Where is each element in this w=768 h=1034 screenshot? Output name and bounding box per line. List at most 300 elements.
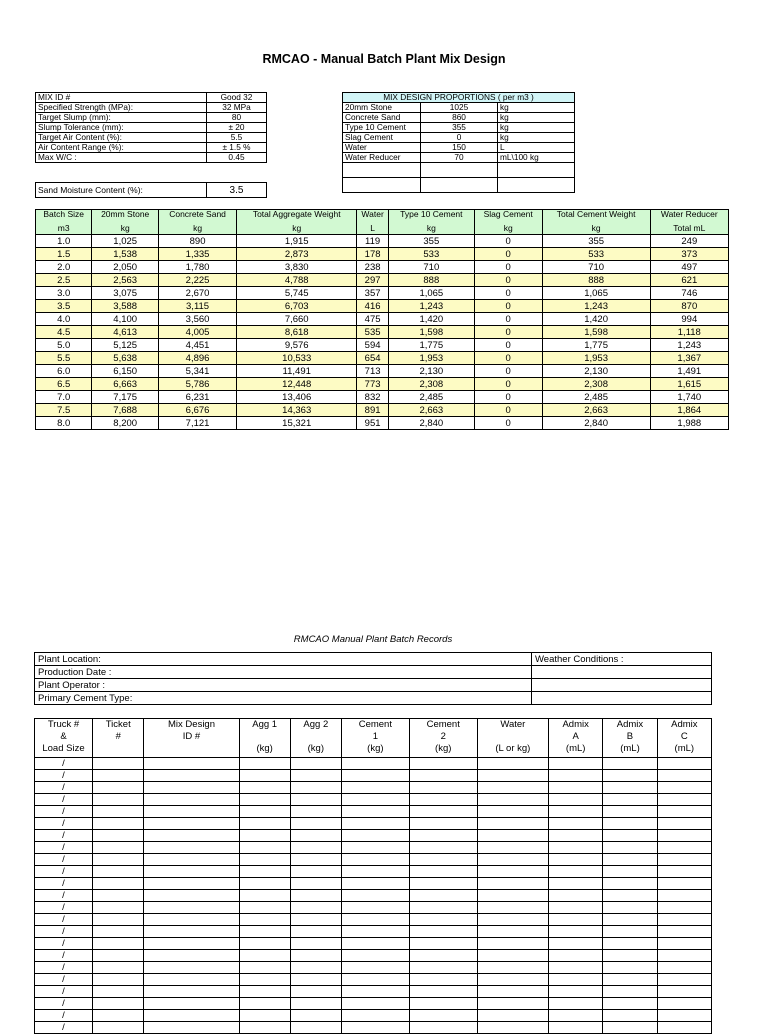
record-cell[interactable] [603,818,657,830]
record-cell[interactable] [239,998,290,1010]
record-cell[interactable] [657,818,711,830]
weather-blank-cell[interactable] [532,692,712,705]
record-cell[interactable] [477,854,548,866]
record-cell[interactable] [93,806,144,818]
record-cell[interactable] [657,902,711,914]
record-cell[interactable] [290,938,341,950]
record-cell[interactable] [239,950,290,962]
record-cell[interactable] [657,1010,711,1022]
record-cell[interactable] [409,782,477,794]
record-cell[interactable] [144,986,239,998]
record-cell[interactable] [144,890,239,902]
record-cell[interactable] [290,974,341,986]
record-cell[interactable] [477,986,548,998]
record-cell[interactable] [144,758,239,770]
record-cell[interactable] [290,962,341,974]
batch-cell: 238 [357,261,389,274]
record-cell[interactable] [409,890,477,902]
record-cell[interactable] [409,866,477,878]
record-cell[interactable] [409,998,477,1010]
record-cell[interactable] [290,842,341,854]
record-cell[interactable] [93,794,144,806]
truck-load-cell[interactable]: / [35,974,93,986]
plant-info-field[interactable]: Primary Cement Type: [35,692,532,705]
batch-cell: 888 [388,274,474,287]
record-cell[interactable] [603,902,657,914]
record-cell[interactable] [93,974,144,986]
truck-load-cell[interactable]: / [35,770,93,782]
batch-column-header: Slag Cement [474,210,542,223]
record-cell[interactable] [239,974,290,986]
record-cell[interactable] [239,878,290,890]
record-cell[interactable] [93,962,144,974]
plant-info-field[interactable]: Plant Location: [35,653,532,666]
record-cell[interactable] [477,806,548,818]
record-cell[interactable] [657,878,711,890]
batch-cell: 1,740 [650,391,728,404]
record-cell[interactable] [477,938,548,950]
batch-cell: 0 [474,248,542,261]
record-cell[interactable] [409,818,477,830]
record-cell[interactable] [657,938,711,950]
record-cell[interactable] [144,902,239,914]
record-cell[interactable] [341,998,409,1010]
record-cell[interactable] [341,1022,409,1034]
batch-cell: 11,491 [237,365,357,378]
record-cell[interactable] [549,974,603,986]
record-cell[interactable] [144,926,239,938]
record-cell[interactable] [290,890,341,902]
record-cell[interactable] [477,1010,548,1022]
record-cell[interactable] [603,758,657,770]
record-cell[interactable] [93,878,144,890]
record-cell[interactable] [549,782,603,794]
record-cell[interactable] [603,1010,657,1022]
record-cell[interactable] [290,818,341,830]
record-cell[interactable] [549,938,603,950]
record-cell[interactable] [93,1022,144,1034]
record-cell[interactable] [409,758,477,770]
sand-moisture-value[interactable]: 3.5 [207,183,267,198]
record-cell[interactable] [341,818,409,830]
record-cell[interactable] [657,866,711,878]
record-cell[interactable] [549,1022,603,1034]
record-cell[interactable] [549,854,603,866]
record-cell[interactable] [93,914,144,926]
record-cell[interactable] [409,962,477,974]
record-cell[interactable] [93,782,144,794]
record-cell[interactable] [239,818,290,830]
record-cell[interactable] [603,854,657,866]
record-cell[interactable] [657,806,711,818]
record-cell[interactable] [477,818,548,830]
batch-cell: 746 [650,287,728,300]
record-cell[interactable] [144,782,239,794]
record-cell[interactable] [477,974,548,986]
record-cell[interactable] [239,902,290,914]
record-cell[interactable] [144,974,239,986]
record-cell[interactable] [657,1022,711,1034]
truck-load-cell[interactable]: / [35,866,93,878]
record-cell[interactable] [657,962,711,974]
record-cell[interactable] [93,950,144,962]
record-cell[interactable] [549,818,603,830]
record-cell[interactable] [93,854,144,866]
batch-cell: 8,618 [237,326,357,339]
record-cell[interactable] [603,914,657,926]
batch-row [36,261,729,274]
record-cell[interactable] [409,938,477,950]
record-cell[interactable] [290,902,341,914]
truck-load-cell[interactable]: / [35,854,93,866]
record-cell[interactable] [657,950,711,962]
record-cell[interactable] [341,806,409,818]
truck-load-cell[interactable]: / [35,806,93,818]
record-cell[interactable] [290,830,341,842]
record-cell[interactable] [409,974,477,986]
batch-cell: 1,243 [542,300,650,313]
truck-load-cell[interactable]: / [35,926,93,938]
record-cell[interactable] [239,1022,290,1034]
record-cell[interactable] [549,878,603,890]
record-cell[interactable] [603,938,657,950]
record-cell[interactable] [409,1010,477,1022]
record-cell[interactable] [144,842,239,854]
batch-column-unit: kg [474,222,542,235]
record-cell[interactable] [409,902,477,914]
record-cell[interactable] [144,914,239,926]
record-cell[interactable] [239,782,290,794]
record-cell[interactable] [93,866,144,878]
record-row [35,854,712,866]
record-cell[interactable] [290,1022,341,1034]
record-cell[interactable] [239,938,290,950]
record-cell[interactable] [549,950,603,962]
record-cell[interactable] [239,866,290,878]
record-cell[interactable] [409,1022,477,1034]
record-cell[interactable] [409,926,477,938]
truck-load-cell[interactable]: / [35,782,93,794]
record-cell[interactable] [290,794,341,806]
record-cell[interactable] [549,998,603,1010]
record-cell[interactable] [549,758,603,770]
record-cell[interactable] [341,770,409,782]
record-cell[interactable] [341,1010,409,1022]
record-cell[interactable] [144,938,239,950]
record-cell[interactable] [657,926,711,938]
record-cell[interactable] [603,842,657,854]
record-cell[interactable] [144,830,239,842]
record-cell[interactable] [603,794,657,806]
record-cell[interactable] [409,854,477,866]
batch-row [36,404,729,417]
record-cell[interactable] [239,770,290,782]
truck-load-cell[interactable]: / [35,1010,93,1022]
record-cell[interactable] [549,866,603,878]
record-cell[interactable] [341,842,409,854]
record-cell[interactable] [603,962,657,974]
record-cell[interactable] [239,830,290,842]
truck-load-cell[interactable]: / [35,914,93,926]
batch-cell: 7,121 [159,417,237,430]
record-cell[interactable] [290,998,341,1010]
sand-moisture-table [35,182,267,198]
record-cell[interactable] [144,794,239,806]
truck-load-cell[interactable]: / [35,830,93,842]
truck-load-cell[interactable]: / [35,842,93,854]
record-cell[interactable] [290,758,341,770]
record-cell[interactable] [341,878,409,890]
record-cell[interactable] [603,806,657,818]
record-cell[interactable] [477,902,548,914]
record-cell[interactable] [477,830,548,842]
record-cell[interactable] [341,914,409,926]
record-cell[interactable] [549,926,603,938]
record-cell[interactable] [603,998,657,1010]
record-cell[interactable] [657,986,711,998]
weather-blank-cell[interactable] [532,679,712,692]
record-cell[interactable] [341,902,409,914]
info-value[interactable]: ± 20 [207,123,267,133]
record-cell[interactable] [657,830,711,842]
record-cell[interactable] [603,866,657,878]
record-cell[interactable] [477,1022,548,1034]
record-cell[interactable] [144,1022,239,1034]
record-cell[interactable] [477,794,548,806]
batch-cell: 3.5 [36,300,92,313]
record-cell[interactable] [657,782,711,794]
record-cell[interactable] [341,938,409,950]
batch-cell: 297 [357,274,389,287]
record-cell[interactable] [657,914,711,926]
record-cell[interactable] [409,914,477,926]
record-cell[interactable] [93,986,144,998]
record-cell[interactable] [144,1010,239,1022]
record-cell[interactable] [239,854,290,866]
truck-load-cell[interactable]: / [35,962,93,974]
record-cell[interactable] [239,842,290,854]
info-value[interactable]: 0.45 [207,153,267,163]
truck-load-cell[interactable]: / [35,1022,93,1034]
truck-load-cell[interactable]: / [35,818,93,830]
record-cell[interactable] [239,1010,290,1022]
record-cell[interactable] [93,926,144,938]
record-cell[interactable] [290,878,341,890]
record-cell[interactable] [603,890,657,902]
record-cell[interactable] [341,854,409,866]
record-cell[interactable] [93,830,144,842]
records-column-header: Cement 2 (kg) [409,719,477,758]
record-cell[interactable] [341,866,409,878]
record-cell[interactable] [477,842,548,854]
truck-load-cell[interactable]: / [35,938,93,950]
record-cell[interactable] [477,758,548,770]
record-cell[interactable] [93,1010,144,1022]
record-cell[interactable] [93,818,144,830]
record-cell[interactable] [341,986,409,998]
record-cell[interactable] [603,770,657,782]
record-cell[interactable] [239,926,290,938]
record-cell[interactable] [477,998,548,1010]
record-cell[interactable] [409,950,477,962]
record-cell[interactable] [657,890,711,902]
proportion-material: Concrete Sand [343,113,421,123]
sand-moisture-label: Sand Moisture Content (%): [36,183,207,198]
record-cell[interactable] [603,878,657,890]
record-cell[interactable] [290,950,341,962]
record-cell[interactable] [657,854,711,866]
record-cell[interactable] [657,758,711,770]
truck-load-cell[interactable]: / [35,890,93,902]
proportion-material: Slag Cement [343,133,421,143]
truck-load-cell[interactable]: / [35,986,93,998]
record-cell[interactable] [144,878,239,890]
record-cell[interactable] [239,890,290,902]
record-cell[interactable] [341,758,409,770]
record-cell[interactable] [239,758,290,770]
record-cell[interactable] [290,782,341,794]
record-cell[interactable] [603,950,657,962]
record-cell[interactable] [144,950,239,962]
record-cell[interactable] [290,914,341,926]
truck-load-cell[interactable]: / [35,758,93,770]
record-cell[interactable] [341,974,409,986]
record-cell[interactable] [657,770,711,782]
record-cell[interactable] [477,770,548,782]
record-cell[interactable] [657,998,711,1010]
record-cell[interactable] [477,926,548,938]
record-cell[interactable] [549,890,603,902]
record-cell[interactable] [93,770,144,782]
record-cell[interactable] [549,902,603,914]
record-cell[interactable] [477,782,548,794]
record-cell[interactable] [341,830,409,842]
record-cell[interactable] [603,926,657,938]
plant-info-field[interactable]: Plant Operator : [35,679,532,692]
record-cell[interactable] [290,770,341,782]
record-cell[interactable] [341,962,409,974]
record-cell[interactable] [477,890,548,902]
record-cell[interactable] [144,854,239,866]
record-cell[interactable] [93,938,144,950]
batch-cell: 870 [650,300,728,313]
truck-load-cell[interactable]: / [35,902,93,914]
batch-cell: 621 [650,274,728,287]
info-row [36,103,267,113]
record-cell[interactable] [409,842,477,854]
record-cell[interactable] [603,986,657,998]
record-cell[interactable] [341,794,409,806]
record-cell[interactable] [290,854,341,866]
record-cell[interactable] [341,890,409,902]
record-cell[interactable] [549,770,603,782]
record-cell[interactable] [549,842,603,854]
record-cell[interactable] [549,806,603,818]
record-cell[interactable] [341,926,409,938]
info-value[interactable]: ± 1.5 % [207,143,267,153]
truck-load-cell[interactable]: / [35,950,93,962]
record-cell[interactable] [603,1022,657,1034]
truck-load-cell[interactable]: / [35,878,93,890]
proportion-amount: 0 [421,133,498,143]
record-cell[interactable] [409,794,477,806]
record-cell[interactable] [144,962,239,974]
record-cell[interactable] [657,794,711,806]
record-cell[interactable] [290,1010,341,1022]
record-cell[interactable] [409,830,477,842]
record-cell[interactable] [549,830,603,842]
record-cell[interactable] [93,890,144,902]
record-cell[interactable] [477,962,548,974]
record-cell[interactable] [657,974,711,986]
info-value[interactable]: 80 [207,113,267,123]
record-cell[interactable] [409,806,477,818]
record-cell[interactable] [409,770,477,782]
record-cell[interactable] [239,794,290,806]
record-cell[interactable] [549,1010,603,1022]
record-cell[interactable] [144,818,239,830]
record-cell[interactable] [144,866,239,878]
record-cell[interactable] [341,782,409,794]
record-cell[interactable] [409,878,477,890]
record-cell[interactable] [239,914,290,926]
weather-blank-cell[interactable] [532,666,712,679]
proportion-row [343,123,575,133]
record-cell[interactable] [549,914,603,926]
weather-conditions-field[interactable]: Weather Conditions : [532,653,712,666]
truck-load-cell[interactable]: / [35,998,93,1010]
record-cell[interactable] [477,950,548,962]
record-cell[interactable] [290,866,341,878]
record-row [35,986,712,998]
record-cell[interactable] [549,986,603,998]
record-cell[interactable] [341,950,409,962]
record-cell[interactable] [290,806,341,818]
record-cell[interactable] [477,866,548,878]
record-cell[interactable] [93,842,144,854]
record-cell[interactable] [657,842,711,854]
info-value[interactable]: Good 32 [207,93,267,103]
proportion-amount: 70 [421,153,498,163]
record-cell[interactable] [603,974,657,986]
record-cell[interactable] [603,782,657,794]
info-value[interactable]: 5.5 [207,133,267,143]
record-cell[interactable] [144,806,239,818]
record-cell[interactable] [549,962,603,974]
plant-info-field[interactable]: Production Date : [35,666,532,679]
record-cell[interactable] [290,986,341,998]
record-cell[interactable] [239,806,290,818]
record-cell[interactable] [144,998,239,1010]
record-cell[interactable] [409,986,477,998]
record-cell[interactable] [144,770,239,782]
record-cell[interactable] [477,914,548,926]
record-cell[interactable] [477,878,548,890]
record-cell[interactable] [93,998,144,1010]
proportion-row [343,113,575,123]
batch-cell: 0 [474,326,542,339]
record-cell[interactable] [93,758,144,770]
info-value[interactable]: 32 MPa [207,103,267,113]
record-cell[interactable] [603,830,657,842]
record-cell[interactable] [239,986,290,998]
record-cell[interactable] [290,926,341,938]
record-cell[interactable] [93,902,144,914]
record-cell[interactable] [549,794,603,806]
truck-load-cell[interactable]: / [35,794,93,806]
record-cell[interactable] [239,962,290,974]
batch-cell: 3,075 [92,287,159,300]
